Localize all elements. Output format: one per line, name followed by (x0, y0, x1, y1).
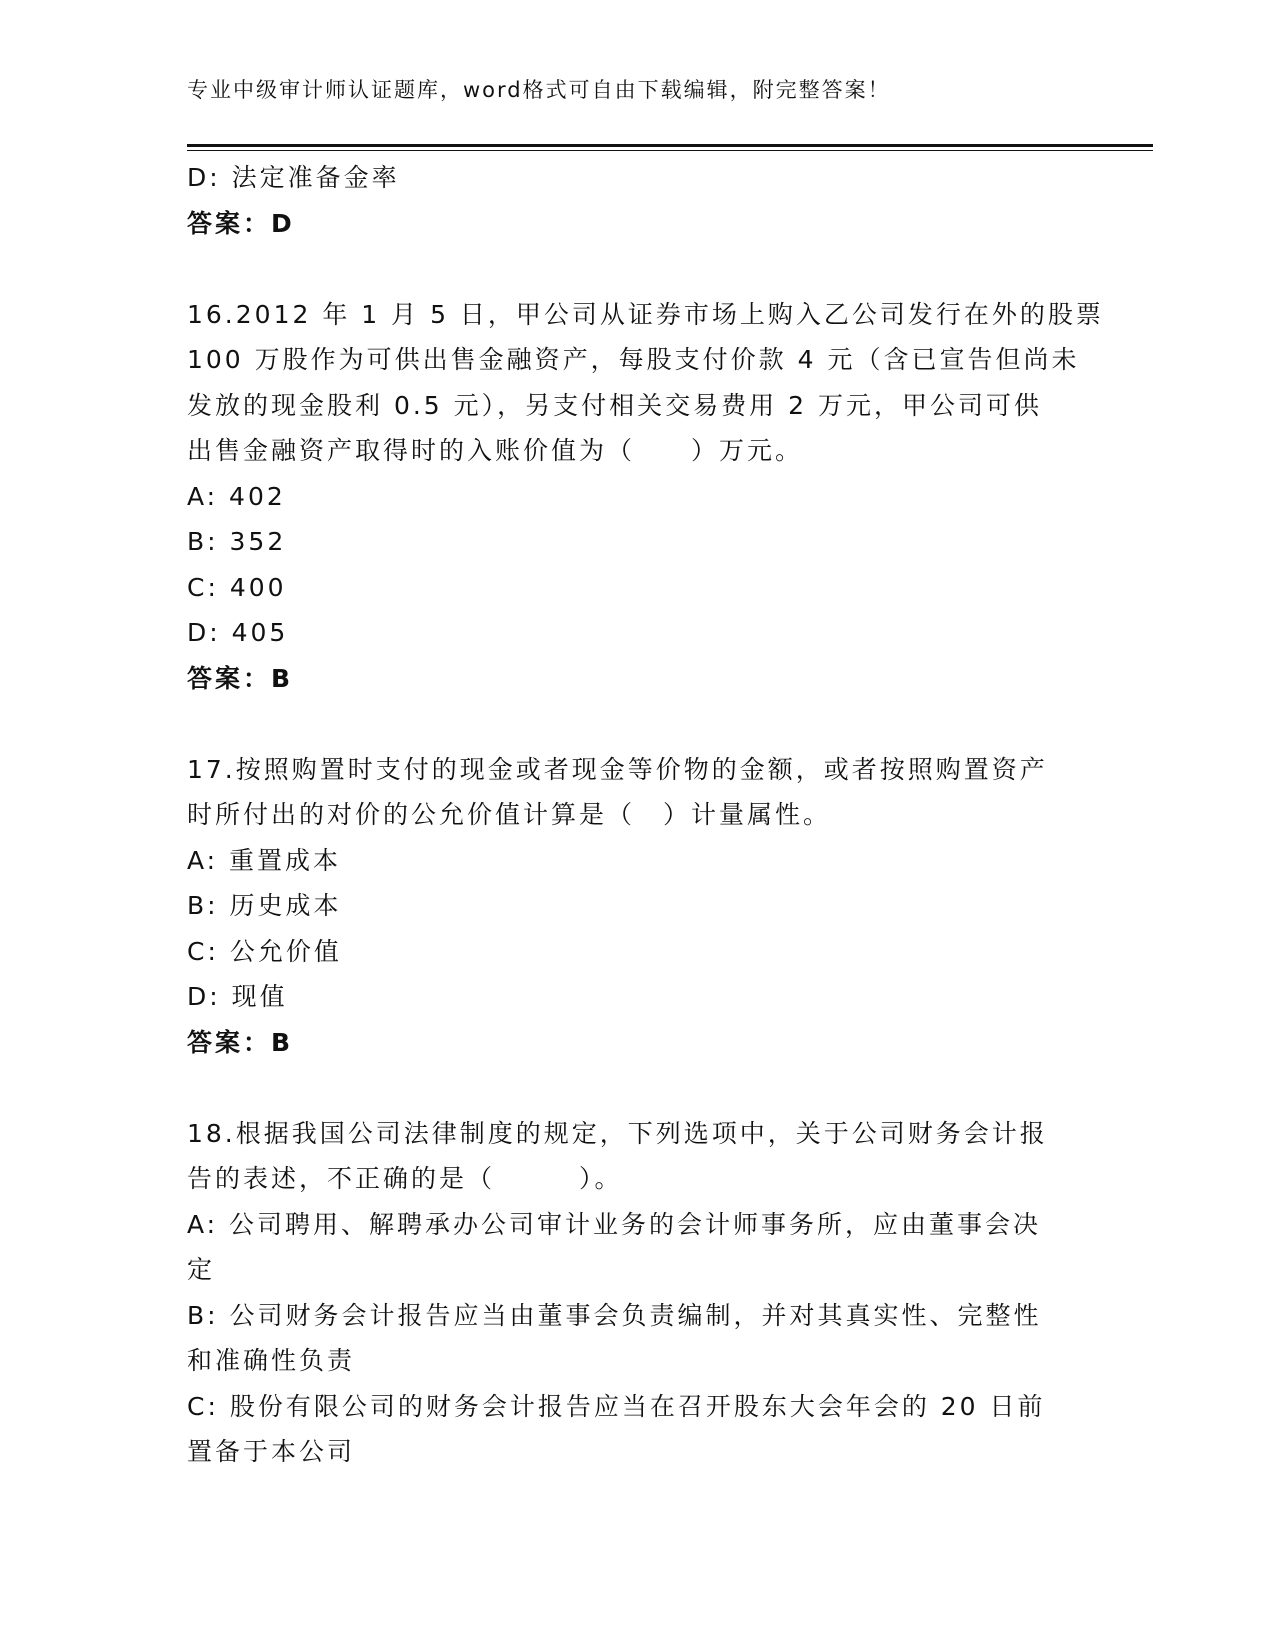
header-rule-thin (187, 150, 1153, 151)
question-17-option-b: B: 历史成本 (187, 891, 342, 920)
question-18 (187, 1111, 1087, 1475)
question-16-option-a: A: 402 (187, 481, 286, 511)
question-17-option-a: A: 重置成本 (187, 845, 342, 875)
question-16-option-c: C: 400 (187, 572, 287, 602)
question-18-option-c: C: 股份有限公司的财务会计报告应当在召开股东大会年会的 20 日前 (187, 1391, 1046, 1421)
question-17-option-d: D: 现值 (187, 982, 288, 1011)
question-16-option-d: D: 405 (187, 618, 289, 647)
question-16-line: 100 万股作为可供出售金融资产，每股支付价款 4 元（含已宣告但尚未 (187, 345, 1080, 374)
question-16-answer: 答案：B (187, 663, 294, 693)
prev-answer: 答案：D (187, 208, 295, 238)
question-17-line: 时所付出的对价的公允价值计算是（ ）计量属性。 (187, 800, 832, 829)
prev-option-d: D: 法定准备金率 (187, 163, 400, 192)
question-16-line: 16.2012 年 1 月 5 日，甲公司从证券市场上购入乙公司发行在外的股票 (187, 299, 1104, 329)
question-17-option-c: C: 公允价值 (187, 936, 342, 966)
question-18-line: 告的表述，不正确的是（ ）。 (187, 1164, 623, 1193)
question-18-line: 18.根据我国公司法律制度的规定，下列选项中，关于公司财务会计报 (187, 1118, 1048, 1148)
question-18-option-a-cont: 定 (187, 1255, 216, 1284)
question-18-option-b: B: 公司财务会计报告应当由董事会负责编制，并对其真实性、完整性 (187, 1300, 1042, 1330)
question-16-option-b: B: 352 (187, 527, 287, 556)
question-17-answer: 答案：B (187, 1027, 294, 1057)
question-16-line: 出售金融资产取得时的入账价值为（ ）万元。 (187, 436, 804, 465)
spacer (187, 1065, 1087, 1111)
spacer (187, 246, 1087, 292)
question-16 (187, 292, 1104, 702)
spacer (187, 701, 1087, 747)
question-18-option-b-cont: 和准确性负责 (187, 1346, 356, 1375)
header-rule-thick (187, 144, 1153, 147)
page-header: 专业中级审计师认证题库，word格式可自由下载编辑，附完整答案！ (187, 78, 891, 102)
question-17 (187, 747, 1087, 1066)
question-17-line: 17.按照购置时支付的现金或者现金等价物的金额，或者按照购置资产 (187, 754, 1048, 784)
document-body (187, 155, 1104, 1475)
question-18-option-c-cont: 置备于本公司 (187, 1437, 356, 1466)
question-16-line: 发放的现金股利 0.5 元），另支付相关交易费用 2 万元，甲公司可供 (187, 390, 1042, 420)
question-18-option-a: A: 公司聘用、解聘承办公司审计业务的会计师事务所，应由董事会决 (187, 1209, 1042, 1239)
